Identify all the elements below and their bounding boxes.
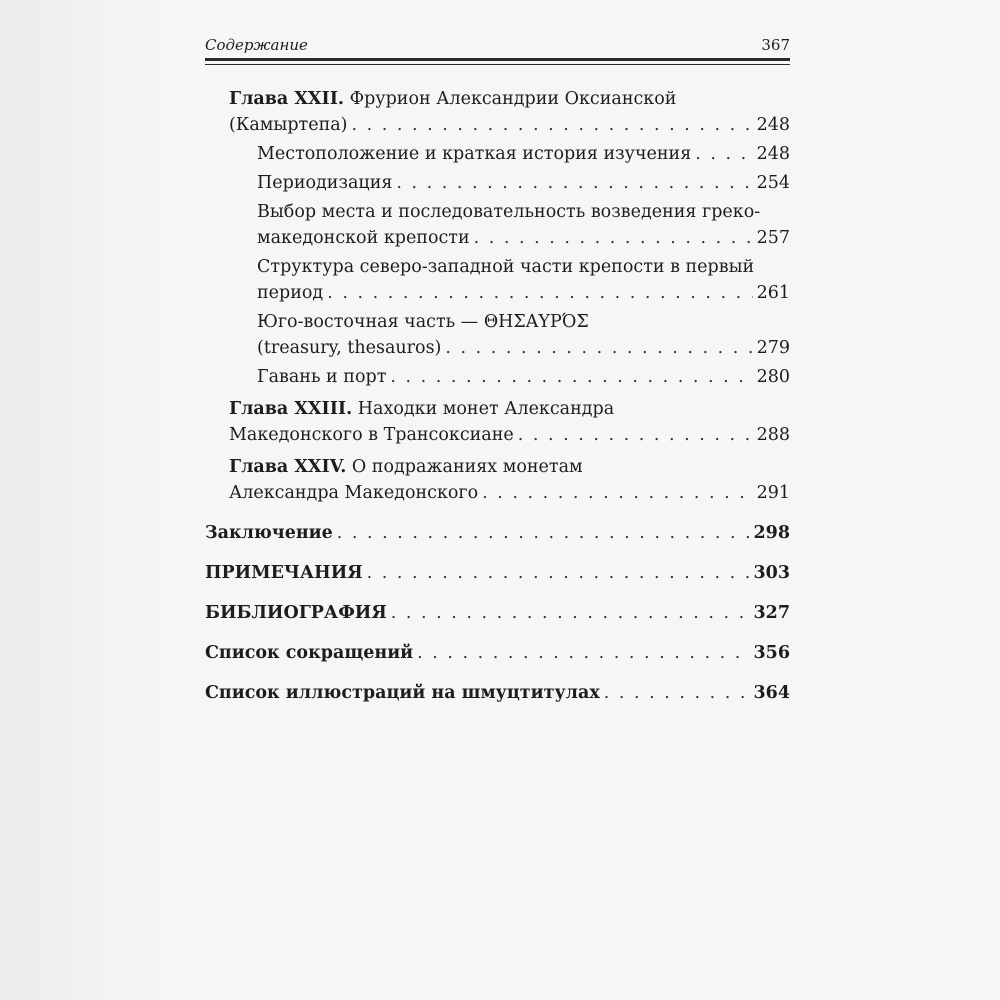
toc-entry-title: Периодизация <box>257 173 393 193</box>
header-rule-thin <box>205 64 790 65</box>
dot-leader <box>352 112 753 138</box>
toc-entry-line <box>257 199 790 225</box>
toc-entry-line <box>229 86 790 112</box>
toc-section-entry[interactable] <box>205 520 790 546</box>
dot-leader <box>474 225 753 251</box>
dot-leader <box>396 170 752 196</box>
toc-page-number: 279 <box>756 338 790 358</box>
toc-entry-title: (Камыртепа) <box>229 115 348 135</box>
toc-entry-line <box>229 396 790 422</box>
toc-entry-final-line <box>229 480 790 506</box>
chapter-label: Глава XXIII. <box>229 399 353 419</box>
toc-page-number: 261 <box>756 283 790 303</box>
toc-entry-final-line <box>205 600 790 626</box>
toc-subsection-entry[interactable] <box>205 254 790 306</box>
toc-entry-line <box>257 254 790 280</box>
table-of-contents <box>205 80 790 706</box>
toc-page-number: 364 <box>753 683 790 703</box>
toc-entry-final-line <box>205 640 790 666</box>
toc-subsection-entry[interactable] <box>205 364 790 390</box>
toc-entry-title: Гавань и порт <box>257 367 387 387</box>
toc-section-entry[interactable] <box>205 600 790 626</box>
toc-page-number: 248 <box>756 144 790 164</box>
dot-leader <box>518 422 753 448</box>
chapter-label: Глава XXII. <box>229 89 344 109</box>
toc-entry-final-line <box>257 335 790 361</box>
toc-subsection-entry[interactable] <box>205 199 790 251</box>
toc-entry-title: период <box>257 283 324 303</box>
toc-entry-final-line <box>257 364 790 390</box>
toc-page-number: 298 <box>753 523 790 543</box>
toc-page-number: 288 <box>756 425 790 445</box>
toc-entry-final-line <box>257 141 790 167</box>
toc-entry-final-line <box>257 170 790 196</box>
toc-entry-title: (treasury, thesauros) <box>257 338 442 358</box>
toc-section-entry[interactable] <box>205 560 790 586</box>
running-head <box>205 36 790 60</box>
toc-page-number: 257 <box>756 228 790 248</box>
toc-entry-final-line <box>229 422 790 448</box>
page-number: 367 <box>761 36 790 54</box>
toc-entry-text: Выбор места и последовательность возведения греко- <box>257 202 761 222</box>
dot-leader <box>367 560 750 586</box>
toc-entry-title: ПРИМЕЧАНИЯ <box>205 563 363 583</box>
toc-chapter-entry[interactable] <box>205 454 790 506</box>
toc-entry-final-line <box>257 225 790 251</box>
toc-page-number: 327 <box>753 603 790 623</box>
toc-subsection-entry[interactable] <box>205 141 790 167</box>
toc-page-number: 248 <box>756 115 790 135</box>
toc-page-number: 280 <box>756 367 790 387</box>
toc-page-number: 356 <box>753 643 790 663</box>
toc-chapter-entry[interactable] <box>205 86 790 138</box>
toc-entry-title: Местоположение и краткая история изучения <box>257 144 692 164</box>
toc-entry-final-line <box>229 112 790 138</box>
toc-entry-text: Юго-восточная часть — ΘΗΣΑΥΡΌΣ <box>257 312 589 332</box>
toc-entry-text: Находки монет Александра <box>357 399 615 419</box>
page-shadow <box>0 0 180 1000</box>
dot-leader <box>417 640 749 666</box>
toc-entry-text: Фрурион Александрии Оксианской <box>349 89 677 109</box>
toc-entry-line <box>229 454 790 480</box>
toc-section-entry[interactable] <box>205 680 790 706</box>
dot-leader <box>482 480 752 506</box>
toc-entry-text: Структура северо-западной части крепости в первый <box>257 257 755 277</box>
dot-leader <box>327 280 752 306</box>
toc-entry-final-line <box>205 560 790 586</box>
toc-entry-text: О подражаниях монетам <box>351 457 583 477</box>
toc-subsection-entry[interactable] <box>205 309 790 361</box>
dot-leader <box>695 141 752 167</box>
header-rule-thick <box>205 58 790 61</box>
toc-chapter-entry[interactable] <box>205 396 790 448</box>
toc-page-number: 291 <box>756 483 790 503</box>
toc-entry-title: БИБЛИОГРАФИЯ <box>205 603 387 623</box>
dot-leader <box>337 520 750 546</box>
toc-entry-final-line <box>205 520 790 546</box>
toc-entry-title: македонской крепости <box>257 228 470 248</box>
toc-entry-title: Список иллюстраций на шмуцтитулах <box>205 683 600 703</box>
toc-entry-final-line <box>205 680 790 706</box>
toc-entry-title: Александра Македонского <box>229 483 479 503</box>
toc-entry-title: Список сокращений <box>205 643 414 663</box>
dot-leader <box>604 680 750 706</box>
toc-subsection-entry[interactable] <box>205 170 790 196</box>
toc-section-entry[interactable] <box>205 640 790 666</box>
dot-leader <box>445 335 752 361</box>
dot-leader <box>390 364 752 390</box>
toc-entry-title: Заключение <box>205 523 333 543</box>
toc-page-number: 303 <box>753 563 790 583</box>
chapter-label: Глава XXIV. <box>229 457 347 477</box>
toc-entry-final-line <box>257 280 790 306</box>
dot-leader <box>391 600 750 626</box>
toc-entry-line <box>257 309 790 335</box>
toc-page-number: 254 <box>756 173 790 193</box>
toc-entry-title: Македонского в Трансоксиане <box>229 425 514 445</box>
running-title: Содержание <box>205 36 308 54</box>
